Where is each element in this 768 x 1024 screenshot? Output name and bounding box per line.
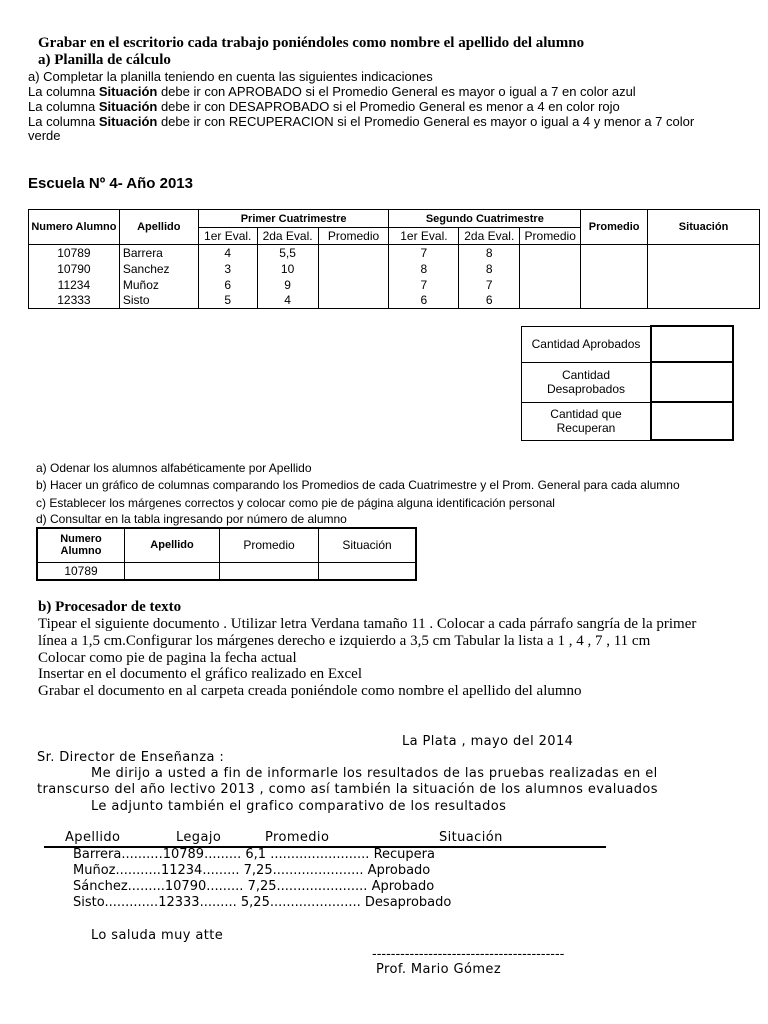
task-ordenar: a) Odenar los alumnos alfabéticamente por Apellido: [36, 461, 312, 475]
header-situacion: Situación: [648, 210, 760, 245]
cell-promedio: [581, 277, 648, 293]
word-line: línea a 1,5 cm.Configurar los márgenes derecho e izquierdo a 3,5 cm Tabular la lista a 1 , 4 , 7 , 11 cm: [38, 633, 651, 649]
cell-p2: 5,5: [257, 245, 318, 261]
cell-p2: 9: [257, 277, 318, 293]
cell-p1: 6: [198, 277, 257, 293]
cell-p2: 4: [257, 293, 318, 309]
lookup-header-promedio: Promedio: [220, 528, 319, 562]
cell-p1: 3: [198, 261, 257, 277]
cell-s1: 6: [389, 293, 459, 309]
lookup-header-situacion: Situación: [319, 528, 417, 562]
list-header-legajo: Legajo: [176, 830, 222, 845]
instruction-line: a) Completar la planilla teniendo en cuenta las siguientes indicaciones: [28, 69, 433, 84]
cell-numero: 11234: [29, 277, 120, 293]
subheader-1er-eval: 1er Eval.: [389, 228, 459, 245]
table-row: [29, 293, 760, 309]
list-item: Sisto.............12333......... 5,25...................... Desaprobado: [73, 895, 452, 910]
header-primer-cuatrimestre: Primer Cuatrimestre: [198, 210, 389, 228]
rule-desaprobado: La columna Situación debe ir con DESAPROBADO si el Promedio General es menor a 4 en color rojo: [28, 99, 620, 114]
cell-prom2: [520, 261, 581, 277]
lookup-result-situacion: [319, 562, 417, 580]
lookup-result-promedio: [220, 562, 319, 580]
letter-paragraph: Me dirijo a usted a fin de informarle los resultados de las pruebas realizadas en el: [91, 766, 658, 781]
label-cantidad-aprobados: Cantidad Aprobados: [522, 326, 652, 362]
signature-line: -----------------------------------------: [372, 947, 565, 962]
word-line: Colocar como pie de pagina la fecha actual: [38, 650, 297, 666]
section-b-heading: b) Procesador de texto: [38, 599, 182, 615]
cell-apellido: Sisto: [119, 293, 198, 309]
label-cantidad-desaprobados: Cantidad Desaprobados: [522, 362, 652, 402]
letter-paragraph: transcurso del año lectivo 2013 , como así también la situación de los alumnos evaluados: [37, 782, 658, 797]
cell-p2: 10: [257, 261, 318, 277]
table-row: [29, 245, 760, 261]
summary-table: [521, 325, 734, 441]
list-header-apellido: Apellido: [65, 830, 121, 845]
label-cantidad-recuperan: Cantidad que Recuperan: [522, 402, 652, 440]
list-header-promedio: Promedio: [265, 830, 330, 845]
word-line: Grabar el documento en al carpeta creada poniéndole como nombre el apellido del alumno: [38, 683, 582, 699]
cell-numero: 12333: [29, 293, 120, 309]
task-consultar: d) Consultar en la tabla ingresando por número de alumno: [36, 512, 347, 526]
cell-prom2: [520, 277, 581, 293]
letter-date: La Plata , mayo del 2014: [402, 734, 574, 749]
cell-prom1: [318, 293, 389, 309]
cell-s2: 8: [459, 245, 520, 261]
cell-prom1: [318, 261, 389, 277]
cell-promedio: [581, 245, 648, 261]
subheader-promedio: Promedio: [318, 228, 389, 245]
letter-paragraph: Le adjunto también el grafico comparativo de los resultados: [91, 799, 507, 814]
cell-numero: 10790: [29, 261, 120, 277]
cell-situacion: [648, 277, 760, 293]
list-item: Muñoz...........11234......... 7,25...................... Aprobado: [73, 863, 431, 878]
cell-apellido: Barrera: [119, 245, 198, 261]
cell-promedio: [581, 261, 648, 277]
cell-situacion: [648, 261, 760, 277]
task-grafico: b) Hacer un gráfico de columnas comparando los Promedios de cada Cuatrimestre y el Prom. General para cada alumno: [36, 478, 680, 492]
school-heading: Escuela Nº 4- Año 2013: [28, 175, 193, 192]
cell-apellido: Muñoz: [119, 277, 198, 293]
header-promedio: Promedio: [581, 210, 648, 245]
table-row: [29, 261, 760, 277]
cell-s2: 6: [459, 293, 520, 309]
subheader-promedio: Promedio: [520, 228, 581, 245]
cell-prom1: [318, 245, 389, 261]
cell-prom2: [520, 293, 581, 309]
task-margenes: c) Establecer los márgenes correctos y colocar como pie de página alguna identificación personal: [36, 496, 555, 510]
subheader-2da-eval: 2da Eval.: [459, 228, 520, 245]
header-numero-alumno: Numero Alumno: [29, 210, 120, 245]
lookup-result-apellido: [125, 562, 220, 580]
word-line: Tipear el siguiente documento . Utilizar letra Verdana tamaño 11 . Colocar a cada párrafo sangría de la primer: [38, 616, 697, 632]
cell-s1: 7: [389, 277, 459, 293]
cell-promedio: [581, 293, 648, 309]
cell-prom1: [318, 277, 389, 293]
signature-name: Prof. Mario Gómez: [376, 962, 502, 977]
rule-recuperacion-cont: verde: [28, 128, 61, 143]
cell-p1: 4: [198, 245, 257, 261]
cell-numero: 10789: [29, 245, 120, 261]
doc-title: Grabar en el escritorio cada trabajo poniéndoles como nombre el apellido del alumno: [38, 35, 585, 51]
grades-table: [28, 209, 760, 309]
rule-aprobado: La columna Situación debe ir con APROBADO si el Promedio General es mayor o igual a 7 en color azul: [28, 84, 636, 99]
letter-greeting: Sr. Director de Enseñanza :: [37, 750, 225, 765]
cell-s2: 8: [459, 261, 520, 277]
word-line: Insertar en el documento el gráfico realizado en Excel: [38, 666, 363, 682]
subheader-1er-eval: 1er Eval.: [198, 228, 257, 245]
list-item: Sánchez.........10790......... 7,25...................... Aprobado: [73, 879, 435, 894]
cell-situacion: [648, 245, 760, 261]
value-cantidad-desaprobados: [651, 362, 733, 402]
cell-s1: 7: [389, 245, 459, 261]
rule-recuperacion: La columna Situación debe ir con RECUPERACION si el Promedio General es mayor o igual a 4 y menor a 7 color: [28, 114, 695, 129]
header-apellido: Apellido: [119, 210, 198, 245]
lookup-header-apellido: Apellido: [125, 528, 220, 562]
cell-s1: 8: [389, 261, 459, 277]
list-header-situacion: Situación: [439, 830, 503, 845]
cell-apellido: Sanchez: [119, 261, 198, 277]
list-item: Barrera..........10789......... 6,1 ........................ Recupera: [73, 847, 435, 862]
letter-closing: Lo saluda muy atte: [91, 928, 224, 943]
cell-situacion: [648, 293, 760, 309]
table-row: [29, 277, 760, 293]
subheader-2da-eval: 2da Eval.: [257, 228, 318, 245]
section-a-heading: a) Planilla de cálculo: [38, 52, 171, 68]
cell-p1: 5: [198, 293, 257, 309]
value-cantidad-recuperan: [651, 402, 733, 440]
lookup-table: [36, 527, 417, 581]
cell-prom2: [520, 245, 581, 261]
cell-s2: 7: [459, 277, 520, 293]
header-segundo-cuatrimestre: Segundo Cuatrimestre: [389, 210, 581, 228]
lookup-input-numero[interactable]: 10789: [37, 562, 125, 580]
value-cantidad-aprobados: [651, 326, 733, 362]
lookup-header-numero: Numero Alumno: [37, 528, 125, 562]
